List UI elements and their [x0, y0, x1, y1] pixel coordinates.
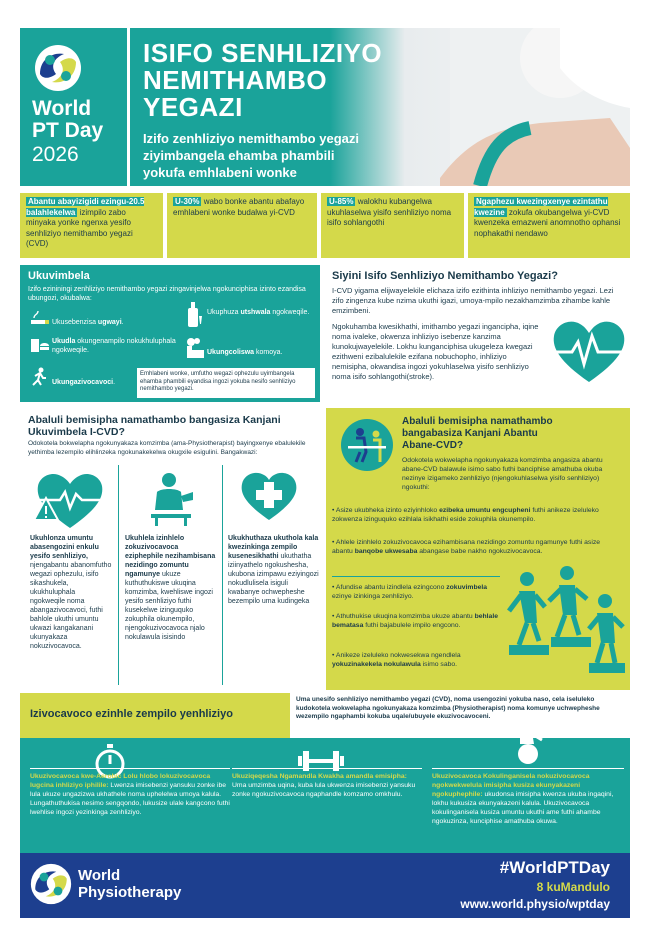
- b3-post: ezinye izinkinga zenhliziyo.: [332, 593, 414, 600]
- exercise-intro: Uma unesifo senhliziyo nemithambo yegazi (CVD), noma usengozini yokuba naso, cela iseluleko kudokotela wokwelapha ngokunyakaza komzimba (Physiotherapist) noma komunye uchwepheshe wezempilo ngaphambi kokuba uqale/ubuyele ekuzivocavoceni.: [296, 696, 600, 720]
- stat-card-2: [167, 193, 317, 258]
- title-line-2: NEMITHAMBO: [143, 65, 328, 95]
- living-bullet-4: • Athuthukise ukuqina komzimba ukuze abantu behlale bematasa futhi bajabulele impilo engcono.: [332, 613, 498, 629]
- physio-prevent-title: [28, 414, 323, 438]
- b1-post: futhi anikeze izeluleko zokwenza izinguquko ezihlala isikhathi eside zokuphila okunempilo.: [332, 507, 599, 523]
- what-is-p2: Ngokuhamba kwesikhathi, imithambo yegazi ingancipha, iqine noma ivaleke, okwenza inhliziyo isebenze kanzima kunokujwayelekile. Lokhu kunganciphisa ukugeleza kwegazi ezithweni ezibalulekile ezifana nobuchopho, inhliziyo nemisipha, okwandisa ingozi yokuhlaselwa yisifo senhliziyo noma isifo sohlangothi(stroke).: [332, 322, 539, 381]
- physio-living-title: [402, 416, 622, 452]
- prevention-item-pollution: [207, 348, 282, 357]
- world-physio-logo-icon: [30, 863, 72, 905]
- world-pt-day-logo: [20, 28, 127, 186]
- dumbbell-icon: [298, 748, 344, 774]
- stat-4-text: zokufa okubangelwa yi-CVD kwenzeka emazweni anomnotho ophansi nophakathi nendawo: [474, 207, 621, 238]
- heartbeat-icon: [550, 318, 628, 386]
- stat-card-1: [20, 193, 163, 258]
- stat-card-4: [468, 193, 630, 258]
- physio-prevent-col3: [228, 534, 320, 606]
- living-bullet-3: • Afundise abantu izindlela ezingcono zokuvimbela ezinye izinkinga zenhliziyo.: [332, 584, 488, 600]
- medical-cross-heart-icon: [240, 470, 298, 522]
- living-bullet-5: • Anikeze izeluleko nokwesekwa ngendlela yokuzinakekela nokulawula isimo sabo.: [332, 652, 461, 668]
- column-divider-1: [118, 465, 119, 685]
- prevention-item-tobacco: [52, 318, 124, 327]
- item-alcohol-post: ngokweqile.: [270, 309, 310, 316]
- physio-prevent-intro: Odokotela bokwelapha ngokunyakaza komzimba (ama-Physiotherapist) bayingxenye ebalulekile yethimba lezempilo elihlinzeka ngokunakekelwa okugxile esigulini. Bangakwazi:: [28, 440, 306, 456]
- b4-pre: Athuthukise ukuqina komzimba ukuze abantu: [335, 613, 475, 620]
- living-title-2: bangabasiza Kanjani Abantu: [402, 428, 538, 439]
- footer-hashtag: #WorldPTDay: [499, 858, 610, 877]
- b5-bold: yokuzinakekela nokulawula: [332, 661, 421, 668]
- footer-url[interactable]: www.world.physio/wptday: [460, 897, 610, 911]
- b5-post: isimo sabo.: [420, 661, 458, 668]
- col3-rest: ukuthatha iziinyathelo ngokushesha, ukubona izimpawu eziyingozi nokudlulisela isiguli kwabanye ochwepheshe bezempilo uma kudingeka: [228, 553, 319, 605]
- exercise-col3-bold: Ukuzivocavoca Kokulinganisela nokuzivocavoca ngokwekwelula imisipha kusiza ekunyakazeni ngokuphephile:: [432, 773, 590, 798]
- prevention-item-inactivity: [52, 378, 115, 387]
- physio-treatment-icon: [143, 470, 199, 526]
- exercise-col3-rest: ukudonsa imisipha kwenza ukuba ingaqini, lokhu kukusiza ekunyakazeni kalula. Ukuzivocavoca kokulinganisela kusiza umuntu ukuthi ame futhi ahambe ngokuzinza, kunciphise amathuba okuwa.: [432, 791, 614, 825]
- item-inactivity-bold: Ukungazivocavoci: [52, 379, 114, 386]
- logo-pt-day: PT Day: [32, 119, 104, 142]
- b2-post: abangase babe nakho ngokuzivocavoca.: [417, 548, 543, 555]
- b4-post: futhi bajabulele impilo engcono.: [363, 622, 461, 629]
- living-title-1: Abaluli bemisipha namathambo: [402, 416, 553, 427]
- exercise-col1-bold: Ukuzivocavoca kwe-Aerobic Lolu hlobo lokuzivocavoca lugcina inhliziyo iphilile:: [30, 773, 211, 789]
- physio-prevent-title-1: Abaluli bemisipha namathambo bangasiza Kanjani: [28, 414, 281, 426]
- exercise-title: Izivocavoco ezinhle zempilo yenhliziyo: [30, 708, 233, 720]
- footer-org-line-2: Physiotherapy: [78, 884, 182, 901]
- stat-2-highlight: U-30%: [175, 197, 200, 206]
- stat-4-highlight: Ngaphezu kwezingxenye ezintathu kwezine: [474, 197, 608, 217]
- cigarette-icon: [30, 310, 50, 326]
- physio-prevent-col2: [125, 534, 217, 642]
- b2-bold: banqobe ukwesaba: [354, 548, 418, 555]
- header-divider: [127, 28, 130, 186]
- exercise-col2-rest: Uma umzimba uqina, kuba lula ukwenza imisebenzi yansuku zonke ngokuzivocavoca ngaphandle komzamo omkhulu.: [232, 782, 416, 798]
- b3-bold: zokuvimbela: [446, 584, 488, 591]
- living-bullet-2: • Ahlele izinhlelo zokuzivocavoca ezihambisana nezidingo zomuntu ngamunye futhi asize abantu banqobe ukwesaba abangase babe nakho ngokuzivocavoca.: [332, 539, 601, 555]
- prevention-title: Ukuvimbela: [28, 270, 90, 282]
- alcohol-bottle-icon: [185, 302, 203, 328]
- balance-ball-icon: [510, 718, 546, 764]
- col1-rest: njengabantu abanomfutho wegazi ophezulu, isifo sikashukela, ukukhuluphala ngokweqile noma abangazivocavoci, futhi bahlole ukuthi umuntu ukwazi kangakanani ukunyakaza nokuzivocavoca.: [30, 562, 112, 650]
- stat-card-3: [321, 193, 464, 258]
- exercise-col2-bold: Ukuziqeqesha Ngamandla Kwakha amandla emisipha:: [232, 773, 407, 780]
- footer-date: 8 kuMandulo: [536, 880, 610, 894]
- logo-world: World: [32, 97, 92, 120]
- item-inactivity-post: .: [113, 379, 116, 386]
- b1-bold: ezibeka umuntu engcupheni: [439, 507, 531, 514]
- prevention-note: Emhlabeni wonke, umfutho wegazi ophezulu uyimbangela ehamba phambili eyandisa ingozi yokuba nesifo senhliziyo nemithambo yegazi.: [140, 371, 296, 392]
- footer-org-name: [78, 867, 181, 901]
- exercise-col1-rest: Lwenza imisebenzi yansuku zonke ibe lula ukuze ungazizwa ukhathele noma uphelelwa umoya kalula. Lungathuthukisa nesimo sengqondo, lukusize ulale kangcono futhi lwehlise ingozi yezinkinga zenhliziyo.: [30, 782, 230, 816]
- col2-rest: ukuze kuthuthukiswe ukuqina komzimba, kwehliswe ingozi yesifo senhliziyo futhi kusekelwe izinguquko zokuphila okunempilo, njengokuzivocavoca njalo nokulawula isisindo: [125, 571, 213, 641]
- item-diet-post: okungenampilo nokukhuluphala ngokweqile.: [52, 338, 176, 354]
- living-bullet-1: • Asize ukubheka izinto eziyinhloko ezibeka umuntu engcupheni futhi anikeze izeluleko zokwenza izinguquko ezihlala isikhathi eside zokuphila okunempilo.: [332, 507, 599, 523]
- column-divider-2: [222, 465, 223, 685]
- col1-bold: Ukuhlonza umuntu abasengozini enkulu yesifo senhliziyo,: [30, 535, 99, 560]
- page-subtitle: [143, 130, 359, 181]
- b3-pre: Afundise abantu izindlela ezingcono: [335, 584, 447, 591]
- item-tobacco-post: .: [121, 319, 124, 326]
- col3-bold: Ukukhuthaza ukuthola kala kwezinkinga zempilo kusenesikhathi: [228, 535, 319, 560]
- title-line-3: YEGAZI: [143, 92, 243, 122]
- running-person-icon: [30, 367, 48, 387]
- prevention-intro: Izifo ezininingi zenhliziyo nemithambo yegazi zingavinjelwa ngokunciphisa izinto ezandisa ubungozi, okubalwa:: [28, 286, 306, 302]
- subtitle-line-2: ziyimbangela ehamba phambili: [143, 148, 335, 163]
- physio-living-intro: Odokotela wokwelapha ngokunyakaza komzimba angasiza abantu abane-CVD balawule isimo sabo futhi banciphise amathuba okuba nezinye izigameko zenhliziyo (njengokuhlaselwa yisifo senhliziyo) ngokuthi:: [402, 457, 603, 491]
- living-title-3: Abane-CVD?: [402, 440, 464, 451]
- exercise-col1: [30, 772, 230, 817]
- stat-1-text: izimpilo zabo minyaka yonke ngenxa yesifo senhliziyo nemithambo yegazi (CVD): [26, 207, 133, 248]
- physio-prevent-col1: [30, 534, 112, 651]
- prevention-item-alcohol: [207, 308, 312, 317]
- exercise-col1-rule: [30, 768, 230, 769]
- step-exercise-icon: [505, 565, 625, 677]
- heart-warning-icon: [30, 470, 108, 530]
- stat-1-highlight: Abantu abayizigidi ezingu-20.5 balahlekelwa: [26, 197, 145, 217]
- exercise-col2: [232, 772, 422, 799]
- item-diet-bold: Ukudla: [52, 338, 76, 345]
- b4-bold: behlale bematasa: [332, 613, 498, 629]
- bullet-separator: [332, 576, 500, 577]
- subtitle-line-1: Izifo zenhliziyo nemithambo yegazi: [143, 131, 359, 146]
- b1-pre: Asize ukubheka izinto eziyinhloko: [335, 507, 440, 514]
- b5-pre: Anikeze izeluleko nokwesekwa ngendlela: [335, 652, 461, 659]
- what-is-title: Siyini Isifo Senhliziyo Nemithambo Yegazi?: [332, 270, 558, 282]
- stat-3-text: walokhu kubangelwa ukuhlaselwa yisifo senhliziyo noma isifo sohlangothi: [327, 197, 452, 227]
- rehab-bars-icon: [340, 418, 394, 472]
- item-tobacco-bold: ugwayi: [97, 319, 122, 326]
- factory-pollution-icon: [183, 337, 205, 359]
- what-is-p1: I-CVD yigama elijwayelekile elichaza izifo ezithinta inhliziyo nemithambo yegazi. Lezi zifo zingenza kube nzima ukuthi igazi, umoya-mpilo nezakhamzimba zihambe kahle emzimbeni.: [332, 286, 614, 315]
- exercise-col3-rule: [432, 768, 624, 769]
- exercise-col3: [432, 772, 624, 826]
- page-title: [143, 40, 382, 121]
- col2-bold: Ukuhlela izinhlelo zokuzivocavoca eziphephile nezihambisana nezidingo zomuntu ngamunye: [125, 535, 216, 578]
- footer-org-line-1: World: [78, 867, 121, 884]
- subtitle-line-3: yokufa emhlabeni wonke: [143, 165, 297, 180]
- stat-3-highlight: U-85%: [329, 197, 354, 206]
- stat-2-text: wabo bonke abantu abafayo emhlabeni wonke budalwa yi-CVD: [173, 197, 305, 217]
- logo-mark-icon: [34, 44, 82, 92]
- item-tobacco-pre: Ukusebenzisa: [52, 319, 98, 326]
- item-alcohol-pre: Ukuphuza: [207, 309, 241, 316]
- item-pollution-post: komoya.: [254, 349, 283, 356]
- logo-year: 2026: [32, 143, 79, 166]
- junk-food-icon: [30, 336, 50, 354]
- prevention-item-diet: [52, 337, 177, 355]
- item-pollution-bold: Ukungcoliswa: [207, 349, 255, 356]
- physio-prevent-title-2: Ukuvimbela I-CVD?: [28, 426, 125, 438]
- b2-pre: Ahlele izinhlelo zokuzivocavoca ezihambisana nezidingo zomuntu ngamunye futhi asize abantu: [332, 539, 601, 555]
- exercise-col2-rule: [232, 768, 422, 769]
- item-alcohol-bold: utshwala: [240, 309, 271, 316]
- title-line-1: ISIFO SENHLIZIYO: [143, 38, 383, 68]
